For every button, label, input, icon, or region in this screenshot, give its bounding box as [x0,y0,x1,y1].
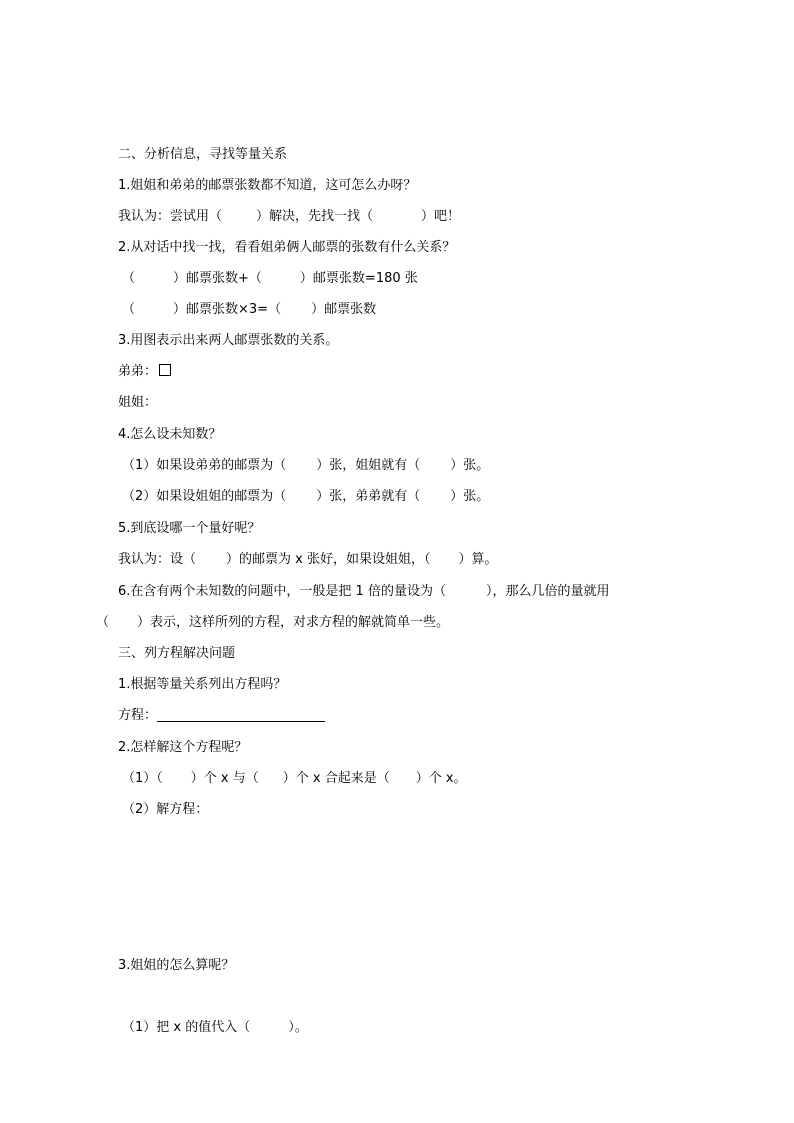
square-icon [159,364,171,376]
q6-line1 [118,583,609,601]
s3-q3-c1-p2: ）。 [288,1020,308,1035]
q4-c1-p3: ）张。 [450,458,490,473]
s3-q2-c1-p4: ）个 x。 [415,771,467,786]
q2-line2-end: ）邮票张数 [311,302,377,317]
q4-title: 4.怎么设未知数？ [118,427,222,442]
equation-blank-line[interactable] [157,707,325,722]
s3-q2-c1-p3: ）个 x 合起来是（ [282,771,390,786]
q1-title: 1.姐姐和弟弟的邮票张数都不知道，这可怎么办呀？ [118,178,417,193]
q2-title: 2.从对话中找一找，看看姐弟俩人邮票的张数有什么关系？ [118,240,456,255]
q2-line1-end: ）邮票张数=180 张 [299,271,418,286]
q2-line1-mid: ）邮票张数+（ [173,271,262,286]
q4-c1-p2: ）张，姐姐就有（ [316,458,421,473]
q6-p1: 6.在含有两个未知数的问题中，一般是把 1 倍的量设为（ [118,584,446,599]
section3-heading: 三、列方程解决问题 [118,646,236,661]
sister-label: 姐姐： [118,395,158,410]
q4-c2-p3: ）张。 [450,489,490,504]
section2-heading: 二、分析信息，寻找等量关系 [118,147,288,162]
q4-case2 [122,488,489,506]
q6-p2: ），那么几倍的量就用 [485,584,610,599]
q2-line1-open: （ [122,271,136,286]
q6-p3: （ [96,615,110,630]
q1-answer-line [118,208,460,226]
q1-answer-mid: ）解决，先找一找（ [256,209,374,224]
s3-q2-c1-p2: ）个 x 与（ [190,771,259,786]
equation-row [118,707,325,725]
q1-answer-prefix: 我认为：尝试用（ [118,209,223,224]
q5-p2: ）的邮票为 x 张好，如果设姐姐，（ [226,552,431,567]
brother-row [118,363,171,381]
s3-q3-c1-p1: （1）把 x 的值代入（ [122,1020,251,1035]
q2-line2 [122,301,376,319]
q5-answer [118,551,498,569]
equation-label: 方程： [118,708,158,723]
s3-q2-title: 2.怎样解这个方程呢？ [118,740,248,755]
q2-line2-mid: ）邮票张数×3=（ [173,302,282,317]
q2-line2-open: （ [122,302,136,317]
q5-p3: ）算。 [458,552,498,567]
brother-label: 弟弟： [118,364,158,379]
q3-title: 3.用图表示出来两人邮票张数的关系。 [118,333,339,348]
q4-c2-p2: ）张，弟弟就有（ [316,489,421,504]
q6-p4: ）表示，这样所列的方程，对求方程的解就简单一些。 [137,615,450,630]
q5-p1: 我认为：设（ [118,552,197,567]
q5-title: 5.到底设哪一个量好呢？ [118,521,261,536]
q4-c2-p1: （2）如果设姐姐的邮票为（ [122,489,287,504]
s3-q3-case1 [122,1019,308,1037]
s3-q3-title: 3.姐姐的怎么算呢？ [118,958,235,973]
s3-q1-title: 1.根据等量关系列出方程吗？ [118,677,287,692]
q6-line2 [96,614,449,632]
q2-line1 [122,270,418,288]
s3-q2-c1-p1: （1）（ [122,771,163,786]
q1-answer-suffix: ）吧！ [421,209,461,224]
s3-q2-case1 [122,770,467,788]
q4-c1-p1: （1）如果设弟弟的邮票为（ [122,458,287,473]
q4-case1 [122,457,489,475]
s3-q2-case2: （2）解方程： [122,802,209,817]
